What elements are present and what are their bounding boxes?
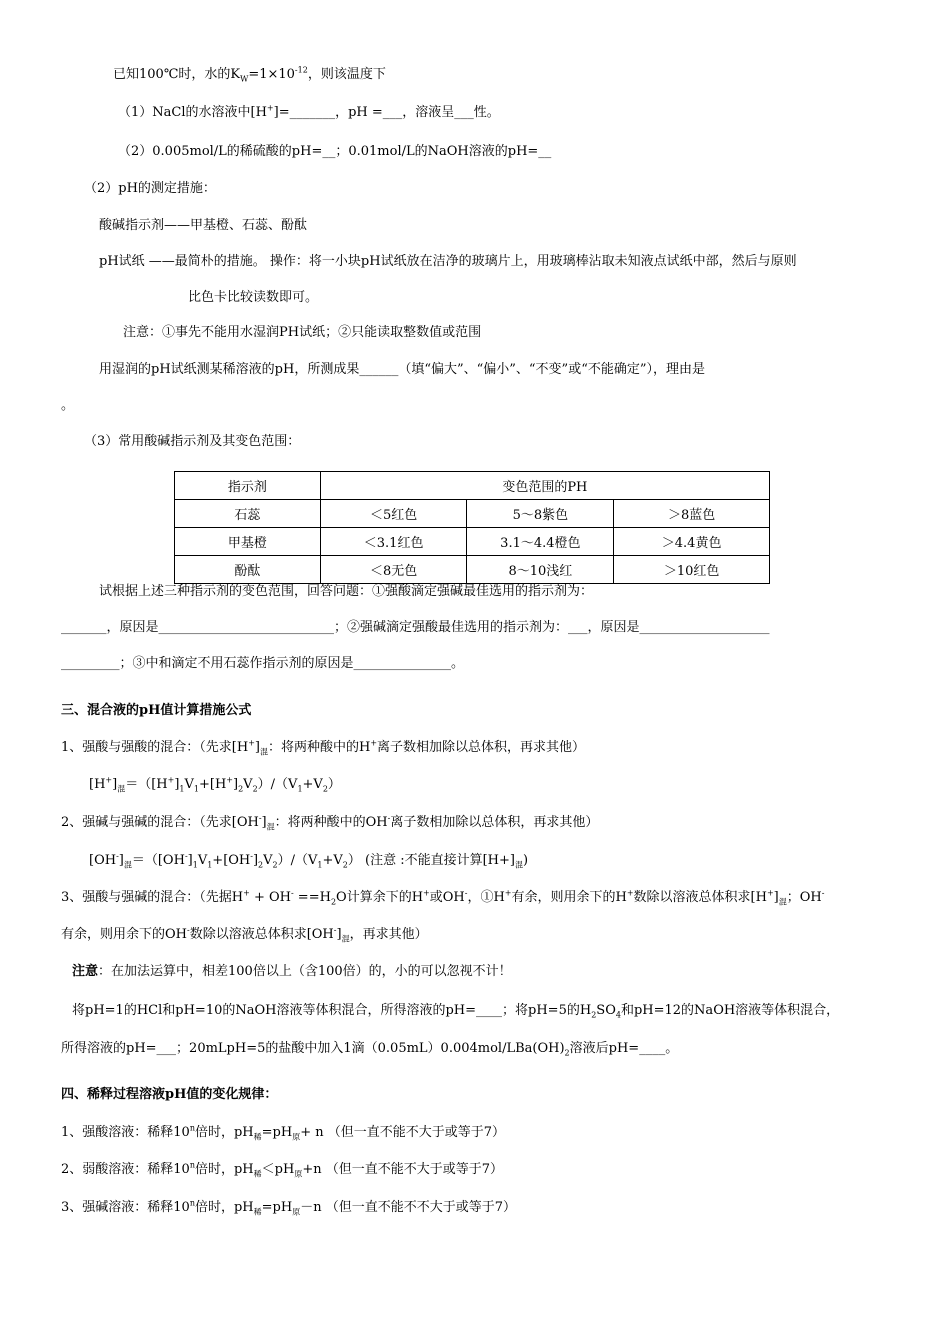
text: ] <box>187 853 193 868</box>
intro-line <box>113 66 386 84</box>
sub: 混 <box>341 934 350 944</box>
text: V <box>197 853 208 868</box>
question-1 <box>118 104 500 122</box>
indicator-table <box>174 471 770 584</box>
text: [OH <box>89 853 117 868</box>
sub: 混 <box>266 822 275 832</box>
sub: 原 <box>294 1169 303 1179</box>
text: ，则该温度下 <box>307 67 386 82</box>
sub: 1 <box>317 860 323 870</box>
rule-acid-base-mix <box>61 889 824 907</box>
text: + OH <box>249 890 291 905</box>
table-row <box>175 500 770 528</box>
text: 将pH=1的HCl和pH=10的NaOH溶液等体积混合，所得溶液的pH=____；将pH=5的H <box>72 1003 592 1018</box>
sub: 1 <box>193 784 199 794</box>
sup: n <box>189 1160 195 1170</box>
text: －n （但一直不能不不大于或等于7） <box>300 1200 516 1215</box>
table-cell: 甲基橙 <box>175 528 321 556</box>
sub: 2 <box>238 784 244 794</box>
rule-strong-acid-dilution <box>61 1124 505 1142</box>
text: 数除以溶液总体积求[OH <box>189 927 334 942</box>
note-label: 注意 <box>72 964 99 979</box>
table-header-cell: 变色范围的PH <box>320 472 769 500</box>
text: 有余，则用余下的H <box>511 890 627 905</box>
sup: + <box>266 103 274 113</box>
indicator-question-1: 试根据上述三种指示剂的变色范围，回答问题：①强酸滴定强碱最佳选用的指示剂为： <box>99 584 594 599</box>
sub: 2 <box>272 860 278 870</box>
sub: 1 <box>192 860 198 870</box>
text: （1）NaCl的水溶液中[H <box>118 105 267 120</box>
text: 或OH <box>429 890 465 905</box>
table-cell: 3.1～4.4橙色 <box>467 528 614 556</box>
text: V <box>263 853 273 868</box>
sub: W <box>240 74 249 84</box>
table-cell: ＜5红色 <box>320 500 467 528</box>
sub: 2 <box>330 897 337 907</box>
text: ） (注意 :不能直接计算[H+] <box>347 853 515 868</box>
text: ] <box>261 815 267 830</box>
rule-weak-acid-dilution <box>61 1161 503 1179</box>
sub: 混 <box>123 860 132 870</box>
sub: 混 <box>778 897 787 907</box>
table-header-row <box>175 472 770 500</box>
question-2: （2）0.005mol/L的稀硫酸的pH=__；0.01mol/L的NaOH溶液的pH=__ <box>118 144 552 159</box>
text: 2、弱酸溶液：稀释10 <box>61 1162 190 1177</box>
text: ；OH <box>786 890 822 905</box>
text: ：将两种酸中的OH <box>274 815 388 830</box>
text: +V <box>302 777 323 792</box>
sup: - <box>387 813 391 823</box>
table-row <box>175 528 770 556</box>
table-cell: 8～10浅红 <box>467 556 614 584</box>
sup: + <box>243 888 250 898</box>
text: ＝（[OH <box>131 853 185 868</box>
table-cell: ＞10红色 <box>614 556 770 584</box>
sup: + <box>226 775 233 785</box>
sup: -12 <box>294 65 308 75</box>
ph-method-title: （2）pH的测定措施： <box>84 181 216 196</box>
text: ] <box>118 853 124 868</box>
text: 溶液后pH=____。 <box>569 1041 679 1056</box>
addition-note <box>72 963 512 981</box>
text: 3、强酸与强碱的混合：（先据H <box>61 890 244 905</box>
text: 离子数相加除以总体积，再求其他） <box>377 740 586 755</box>
text: 倍时，pH <box>194 1162 254 1177</box>
text: ] <box>336 927 342 942</box>
sub: 2 <box>258 860 264 870</box>
text: 离子数相加除以总体积，再求其他） <box>390 815 599 830</box>
text: +V <box>322 853 343 868</box>
text: ，再求其他） <box>349 927 428 942</box>
text: + n （但一直不能不大于或等于7） <box>300 1125 506 1140</box>
text: 数除以溶液总体积求[H <box>633 890 767 905</box>
sub: 1 <box>207 860 213 870</box>
text: =pH <box>261 1200 293 1215</box>
text: =pH <box>261 1125 293 1140</box>
text: ] <box>174 777 180 792</box>
sub: 2 <box>322 784 328 794</box>
rule-strong-base-dilution <box>61 1199 516 1217</box>
example-2 <box>61 1040 678 1058</box>
text: 3、强碱溶液：稀释10 <box>61 1200 190 1215</box>
section-4-title: 四、稀释过程溶液pH值的变化规律： <box>61 1087 278 1102</box>
example-1 <box>72 1002 839 1020</box>
text: SO <box>596 1003 616 1018</box>
text: ] <box>233 777 239 792</box>
sub: 稀 <box>253 1207 262 1217</box>
text: 2、强碱与强碱的混合：（先求[OH <box>61 815 259 830</box>
sup: - <box>258 813 262 823</box>
table-cell: ＞4.4黄色 <box>614 528 770 556</box>
sub: 原 <box>292 1132 301 1142</box>
wet-paper-question: 用湿润的pH试纸测某稀溶液的pH，所测成果______（填“偏大”、“偏小”、“不变”或“不能确定”），理由是 <box>99 362 705 377</box>
sub: 2 <box>591 1010 597 1020</box>
sup: - <box>116 851 119 861</box>
indicator-question-3: _________；③中和滴定不用石蕊作指示剂的原因是_______________。 <box>61 656 465 671</box>
rule-strong-base-mix <box>61 814 598 832</box>
sub: 混 <box>514 860 523 870</box>
table-cell: ＜8无色 <box>320 556 467 584</box>
section-3-title: 三、混合液的pH值计算措施公式 <box>61 703 252 718</box>
text: 倍时，pH <box>194 1200 254 1215</box>
formula-2 <box>89 852 528 870</box>
sup: n <box>189 1198 195 1208</box>
sup: + <box>167 775 175 785</box>
indicator-line: 酸碱指示剂——甲基橙、石蕊、酚酞 <box>99 218 308 233</box>
sub: 原 <box>292 1207 301 1217</box>
text: 1、强酸与强酸的混合：（先求[H <box>61 740 249 755</box>
sub: 2 <box>252 784 258 794</box>
text: +n （但一直不能不大于或等于7） <box>302 1162 503 1177</box>
text: +[OH <box>212 853 251 868</box>
sub: 2 <box>564 1048 570 1058</box>
sup: + <box>370 738 378 748</box>
table-cell: ＞8蓝色 <box>614 500 770 528</box>
sub: 混 <box>259 747 268 757</box>
text: ＜pH <box>261 1162 295 1177</box>
table-row <box>175 556 770 584</box>
text: ） <box>327 777 341 792</box>
ph-paper-line-1: pH试纸 ——最简朴的措施。 操作：将一小块pH试纸放在洁净的玻璃片上，用玻璃棒沾取未知液点试纸中部，然后与原则 <box>99 254 797 269</box>
ph-paper-line-2: 比色卡比较读数即可。 <box>188 290 319 305</box>
text: V <box>184 777 194 792</box>
sub: 1 <box>179 784 185 794</box>
sup: + <box>626 888 634 898</box>
text: ）/（V <box>257 777 298 792</box>
sup: - <box>464 888 468 898</box>
sub: 稀 <box>253 1132 262 1142</box>
table-cell: 石蕊 <box>175 500 321 528</box>
indicator-question-2: _______，原因是___________________________；②强碱滴定强酸最佳选用的指示剂为：___，原因是____________________ <box>61 620 770 635</box>
sup: + <box>423 888 430 898</box>
text: [H <box>89 777 106 792</box>
text: =1×10 <box>248 67 295 82</box>
text: ) <box>522 853 529 868</box>
sup: + <box>105 775 113 785</box>
table-header-cell: 指示剂 <box>175 472 321 500</box>
indicators-title: （3）常用酸碱指示剂及其变色范围： <box>84 434 301 449</box>
rule-strong-acid-mix <box>61 739 585 757</box>
text: ：将两种酸中的H <box>267 740 371 755</box>
text: ＝（[H <box>125 777 168 792</box>
text: 所得溶液的pH=___；20mLpH=5的盐酸中加入1滴（0.05mL）0.004mol/LBa(OH) <box>61 1041 565 1056</box>
table-cell: 5～8紫色 <box>467 500 614 528</box>
text: O计算余下的H <box>336 890 424 905</box>
text: ）/（V <box>277 853 318 868</box>
sub: 4 <box>615 1010 621 1020</box>
ph-paper-note: 注意：①事先不能用水湿润PH试纸；②只能读取整数值或范围 <box>123 325 482 340</box>
sup: - <box>184 851 188 861</box>
sup: n <box>189 1123 195 1133</box>
sub: 1 <box>297 784 303 794</box>
text: ，①H <box>467 890 505 905</box>
text: ==H <box>293 890 331 905</box>
text: 有余，则用余下的OH <box>61 927 187 942</box>
table-cell: 酚酞 <box>175 556 321 584</box>
text: 已知100℃时，水的K <box>113 67 241 82</box>
sup: - <box>290 888 294 898</box>
text: 和pH=12的NaOH溶液等体积混合， <box>620 1003 840 1018</box>
text: ]=_______，pH =___，溶液呈___性。 <box>273 105 500 120</box>
text: ] <box>112 777 118 792</box>
formula-1 <box>89 776 341 794</box>
table-cell: ＜3.1红色 <box>320 528 467 556</box>
sup: + <box>766 888 774 898</box>
text: 倍时，pH <box>194 1125 254 1140</box>
sub: 2 <box>342 860 348 870</box>
text: V <box>243 777 253 792</box>
sup: - <box>821 888 825 898</box>
sub: 稀 <box>253 1169 262 1179</box>
sup: + <box>248 738 255 748</box>
text: ] <box>252 853 259 868</box>
text: 1、强酸溶液：稀释10 <box>61 1125 190 1140</box>
sup: + <box>504 888 512 898</box>
text: +[H <box>198 777 227 792</box>
text: ] <box>254 740 260 755</box>
wet-paper-question-end: 。 <box>61 398 75 413</box>
sub: 混 <box>117 784 126 794</box>
sup: - <box>187 925 190 935</box>
rule-acid-base-mix-cont <box>61 926 428 944</box>
text: ：在加法运算中，相差100倍以上（含100倍）的，小的可以忽视不计！ <box>98 964 512 979</box>
sup: - <box>250 851 253 861</box>
sup: - <box>333 925 337 935</box>
text: ] <box>773 890 779 905</box>
